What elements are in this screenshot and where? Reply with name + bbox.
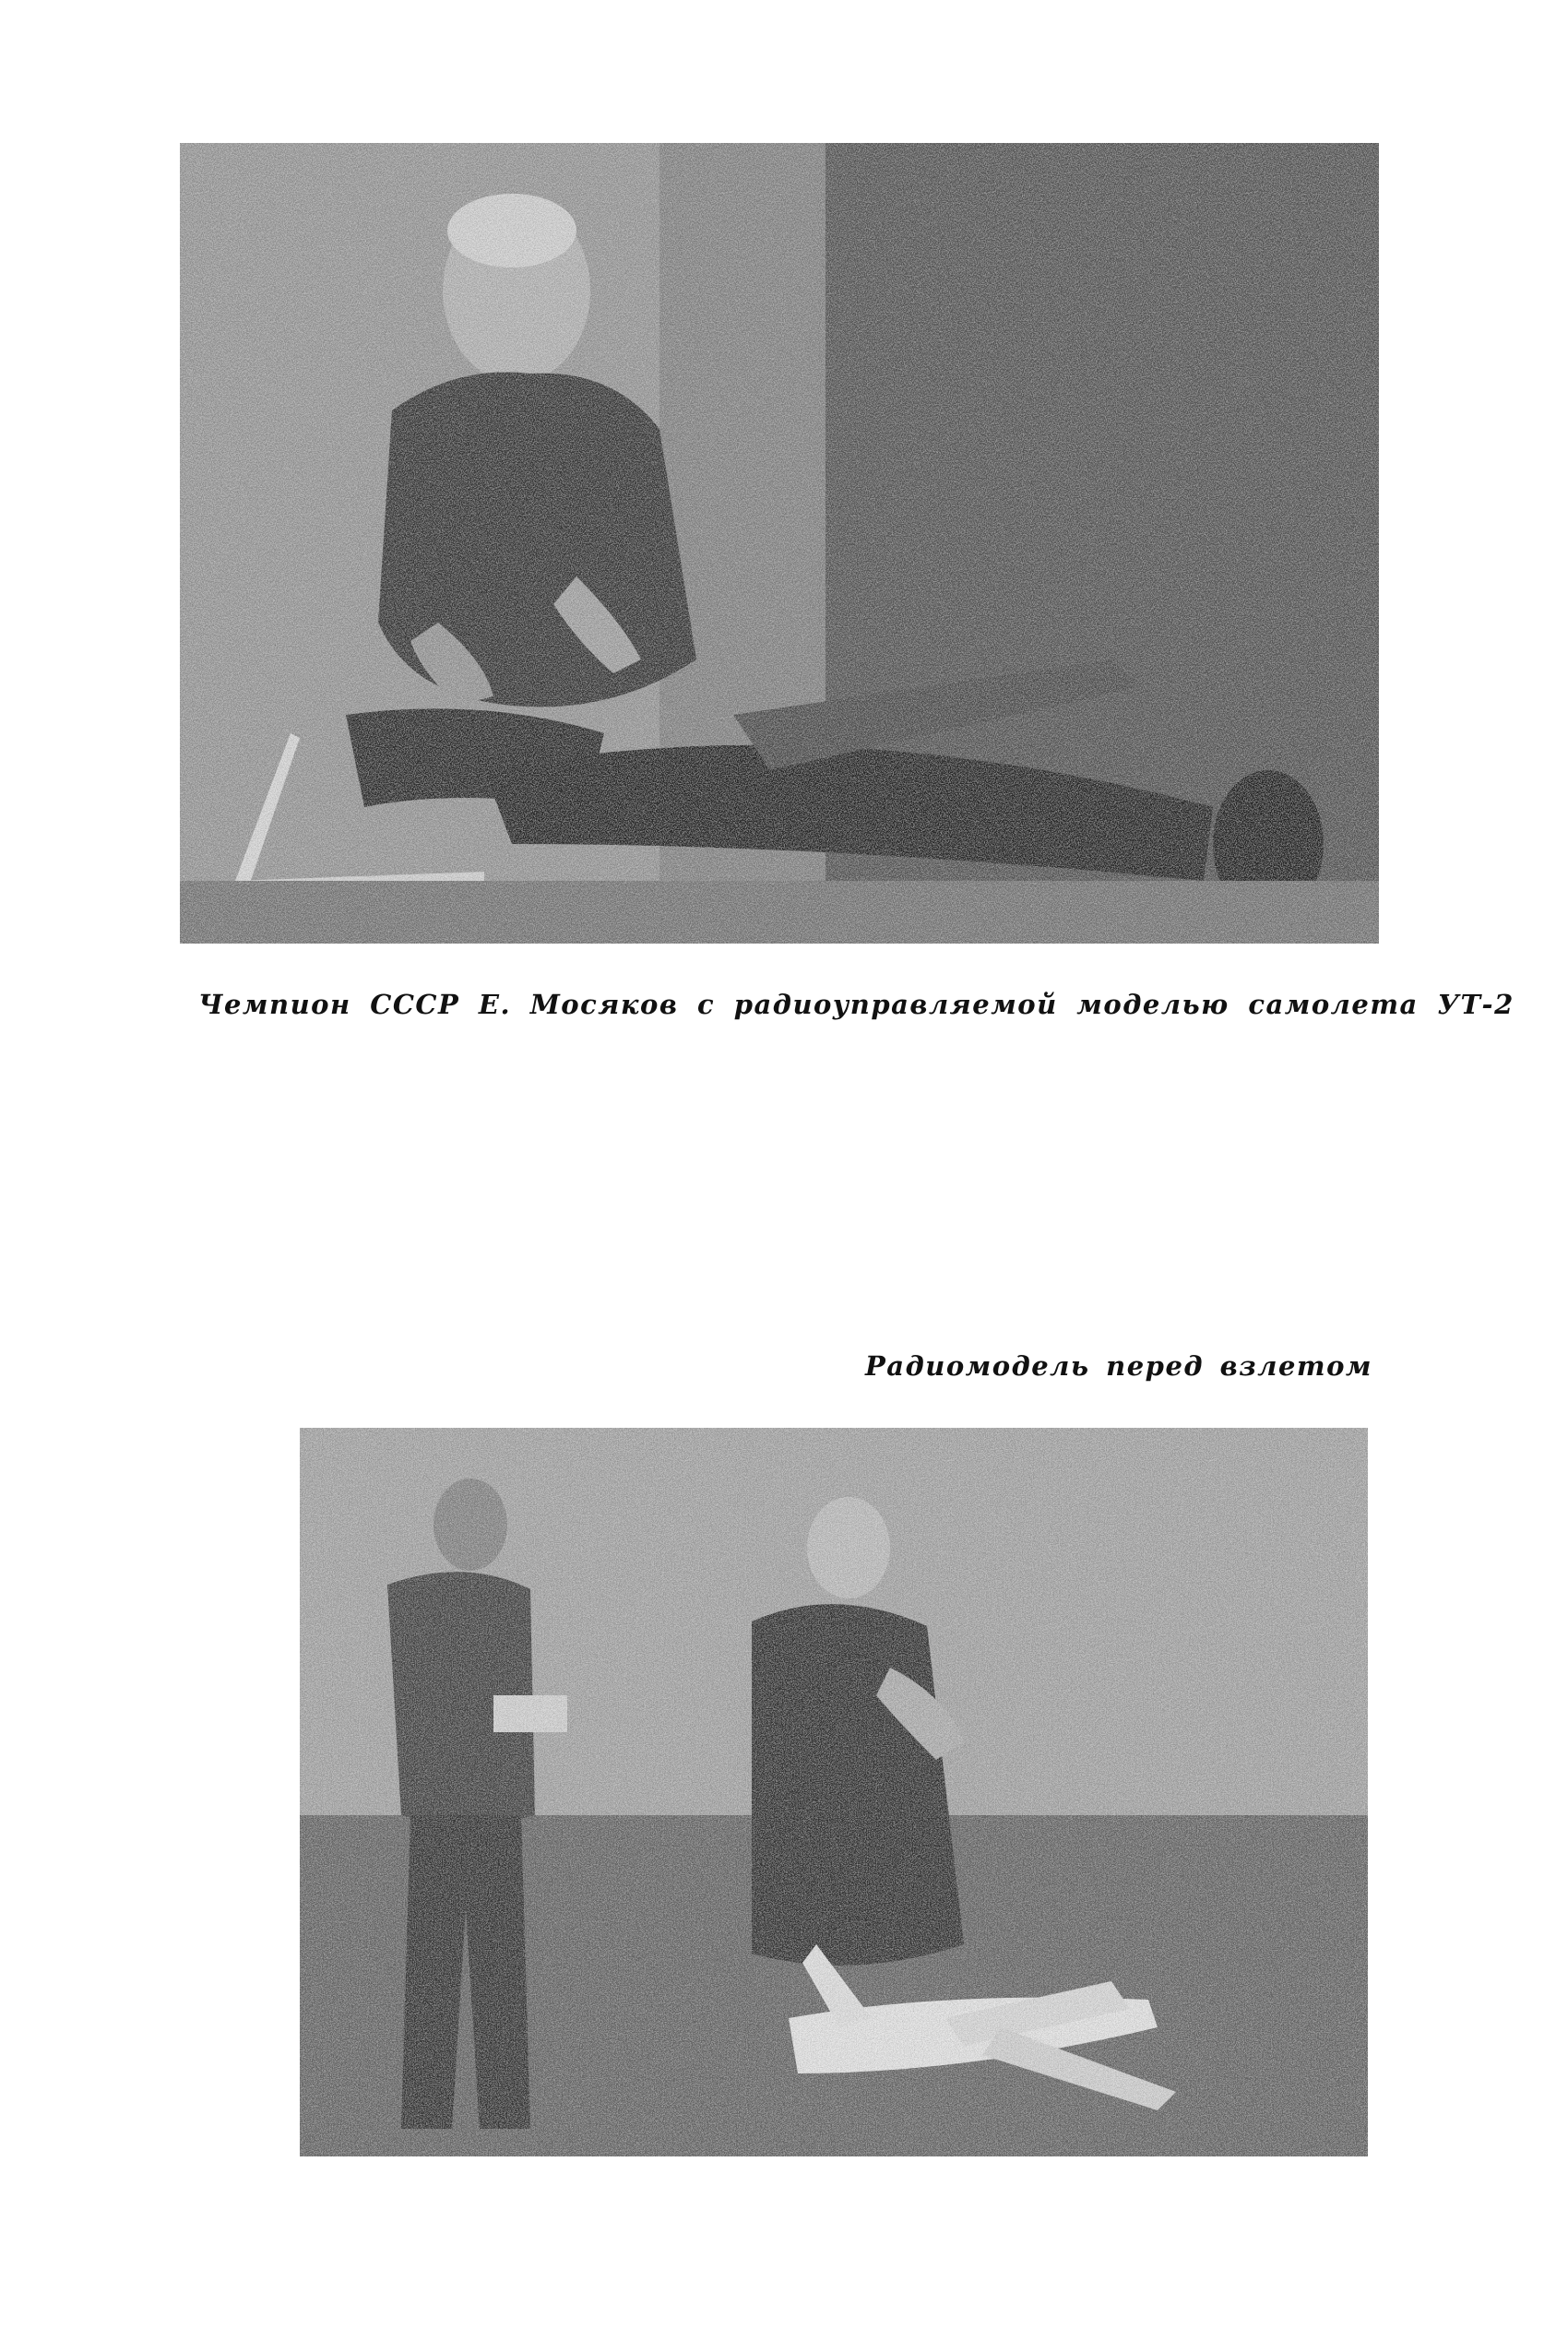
photo-champion-with-model	[180, 143, 1379, 944]
caption-champion-with-model: Чемпион СССР Е. Мосяков с радиоуправляемой моделью самолета УТ-2	[198, 989, 1515, 1020]
photo-model-before-takeoff-image	[300, 1428, 1368, 2156]
photo-champion-with-model-image	[180, 143, 1379, 944]
caption-model-before-takeoff: Радиомодель перед взлетом	[864, 1350, 1372, 1382]
photo-model-before-takeoff	[300, 1428, 1368, 2156]
